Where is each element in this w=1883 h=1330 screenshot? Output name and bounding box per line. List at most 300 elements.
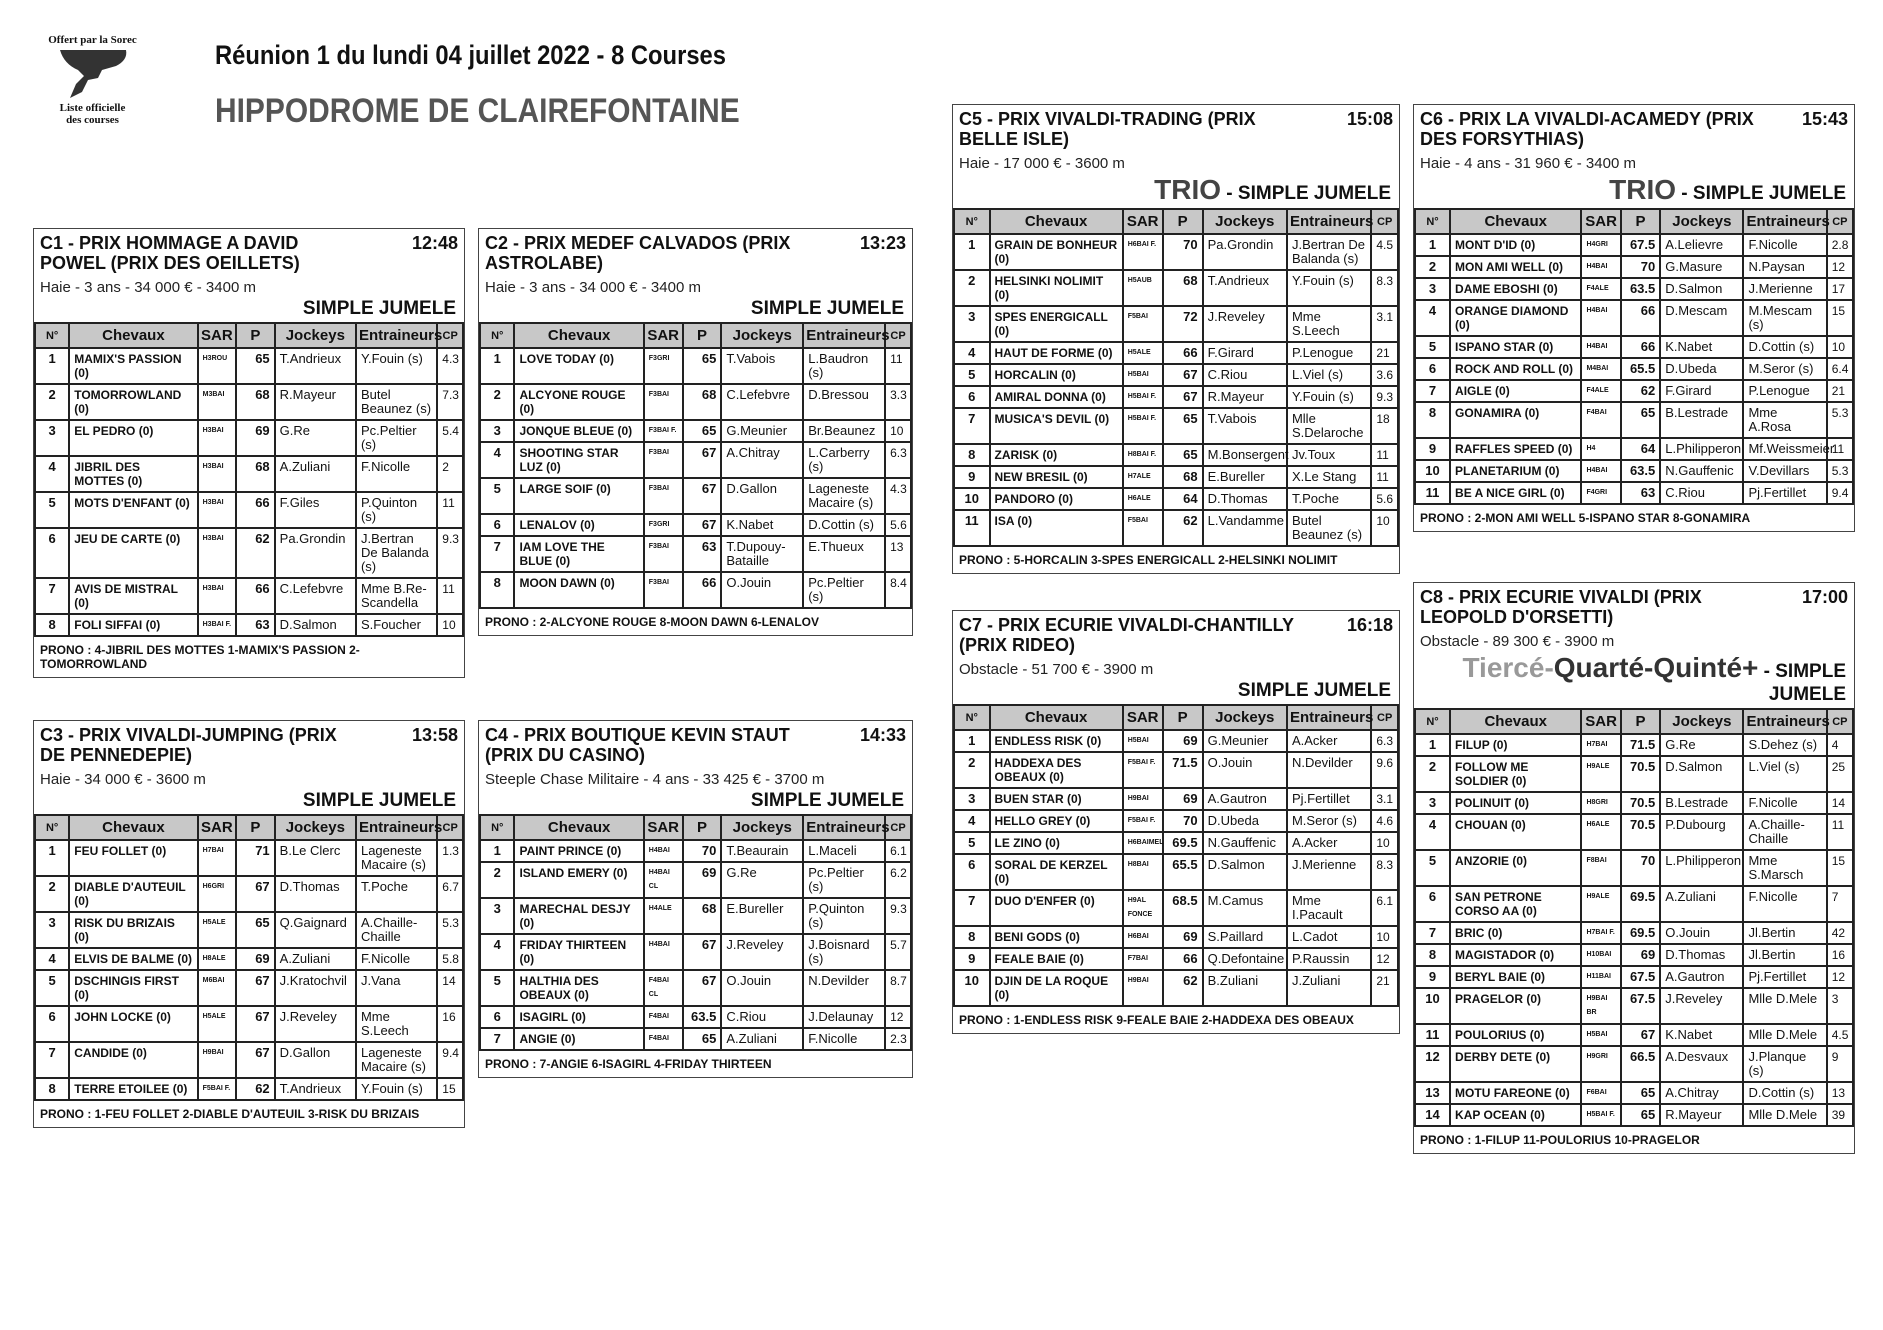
table-row bbox=[1415, 1104, 1853, 1126]
table-row bbox=[480, 934, 911, 970]
horse-name: MUSICA'S DEVIL (0) bbox=[990, 408, 1123, 444]
horse-name: LOVE TODAY (0) bbox=[514, 348, 643, 384]
col-sar-header: SAR bbox=[1123, 209, 1163, 234]
horse-name: ENDLESS RISK (0) bbox=[990, 730, 1123, 752]
sar-code: F5BAI bbox=[1123, 510, 1163, 546]
trainer: N.Paysan bbox=[1743, 256, 1826, 278]
table-row bbox=[1415, 460, 1853, 482]
horse-name: RAFFLES SPEED (0) bbox=[1450, 438, 1581, 460]
race-time: 16:18 bbox=[1346, 615, 1393, 635]
prono: PRONO : 2-MON AMI WELL 5-ISPANO STAR 8-GONAMIRA bbox=[1420, 511, 1751, 525]
runner-number: 8 bbox=[1415, 944, 1450, 966]
jockey: B.Le Clerc bbox=[275, 840, 356, 876]
col-horses-header: Chevaux bbox=[514, 323, 643, 348]
jockey: J.Reveley bbox=[721, 934, 803, 970]
horse-name: ALCYONE ROUGE (0) bbox=[514, 384, 643, 420]
horse-name: SPES ENERGICALL (0) bbox=[990, 306, 1123, 342]
table-row bbox=[35, 614, 463, 636]
col-weight-header: P bbox=[1621, 709, 1660, 734]
cp-odds: 11 bbox=[1827, 814, 1853, 850]
table-row bbox=[954, 832, 1398, 854]
table-row bbox=[480, 1028, 911, 1050]
runner-number: 2 bbox=[1415, 756, 1450, 792]
weight: 68 bbox=[1163, 466, 1203, 488]
table-header-row bbox=[954, 705, 1398, 730]
runner-number: 7 bbox=[954, 890, 990, 926]
runner-number: 5 bbox=[1415, 336, 1450, 358]
table-row bbox=[480, 420, 911, 442]
weight: 63.5 bbox=[683, 1006, 722, 1028]
sar-code: F5BAI F. bbox=[1123, 752, 1163, 788]
trainer: P.Raussin bbox=[1287, 948, 1371, 970]
jockey: G.Re bbox=[275, 420, 356, 456]
table-row bbox=[1415, 358, 1853, 380]
horse-name: DAME EBOSHI (0) bbox=[1450, 278, 1581, 300]
jockey: D.Mescam bbox=[1660, 300, 1743, 336]
sar-code: H5BAI bbox=[1123, 364, 1163, 386]
jockey: G.Masure bbox=[1660, 256, 1743, 278]
col-trainers-header: Entraineurs bbox=[1287, 705, 1371, 730]
weight: 70.5 bbox=[1621, 756, 1660, 792]
jockey: C.Lefebvre bbox=[275, 578, 356, 614]
table-row bbox=[1415, 756, 1853, 792]
cp-odds: 3.3 bbox=[885, 384, 911, 420]
jockey: R.Mayeur bbox=[275, 384, 356, 420]
weight: 63 bbox=[1621, 482, 1660, 504]
weight: 70 bbox=[1621, 256, 1660, 278]
table-row bbox=[954, 890, 1398, 926]
jockey: M.Bonsergent bbox=[1203, 444, 1287, 466]
weight: 67 bbox=[236, 876, 275, 912]
jockey: J.Reveley bbox=[1203, 306, 1287, 342]
weight: 66 bbox=[1163, 948, 1203, 970]
horse-name: ISLAND EMERY (0) bbox=[514, 862, 643, 898]
col-number-header: N° bbox=[1415, 209, 1450, 234]
sar-code: H4BAI bbox=[1581, 460, 1620, 482]
col-jockeys-header: Jockeys bbox=[721, 323, 803, 348]
col-weight-header: P bbox=[236, 323, 275, 348]
runner-number: 1 bbox=[1415, 734, 1450, 756]
horse-name: BE A NICE GIRL (0) bbox=[1450, 482, 1581, 504]
horse-name: HADDEXA DES OBEAUX (0) bbox=[990, 752, 1123, 788]
horse-name: MOON DAWN (0) bbox=[514, 572, 643, 608]
runner-number: 5 bbox=[480, 478, 514, 514]
race-time: 15:43 bbox=[1801, 109, 1848, 129]
col-trainers-header: Entraineurs bbox=[1287, 209, 1371, 234]
col-number-header: N° bbox=[954, 705, 990, 730]
trainer: S.Dehez (s) bbox=[1743, 734, 1826, 756]
horse-name: HORCALIN (0) bbox=[990, 364, 1123, 386]
cp-odds: 8.3 bbox=[1371, 270, 1398, 306]
cp-odds: 16 bbox=[437, 1006, 463, 1042]
horse-name: RISK DU BRIZAIS (0) bbox=[69, 912, 197, 948]
runner-number: 1 bbox=[480, 840, 514, 862]
cp-odds: 9 bbox=[1827, 1046, 1853, 1082]
bet-simple-jumele: SIMPLE JUMELE bbox=[750, 298, 904, 319]
table-row bbox=[1415, 482, 1853, 504]
trainer: Y.Fouin (s) bbox=[356, 348, 437, 384]
table-row bbox=[954, 948, 1398, 970]
runner-number: 7 bbox=[480, 536, 514, 572]
horse-name: FILUP (0) bbox=[1450, 734, 1581, 756]
jockey: G.Re bbox=[1660, 734, 1743, 756]
runner-number: 6 bbox=[35, 528, 69, 578]
race-conditions: Obstacle - 89 300 € - 3900 m bbox=[1420, 633, 1615, 650]
horse-name: IAM LOVE THE BLUE (0) bbox=[514, 536, 643, 572]
weight: 69 bbox=[1621, 944, 1660, 966]
jockey: A.Lelievre bbox=[1660, 234, 1743, 256]
bet-trio: TRIO bbox=[1609, 174, 1677, 205]
race-header bbox=[479, 721, 912, 765]
jockey: A.Zuliani bbox=[275, 948, 356, 970]
trainer: Mf.Weissmeier bbox=[1743, 438, 1826, 460]
cp-odds: 4.6 bbox=[1371, 810, 1398, 832]
runner-number: 9 bbox=[1415, 966, 1450, 988]
table-header-row bbox=[1415, 709, 1853, 734]
horse-name: KAP OCEAN (0) bbox=[1450, 1104, 1581, 1126]
col-sar-header: SAR bbox=[198, 815, 237, 840]
trainer: D.Cottin (s) bbox=[1743, 336, 1826, 358]
col-trainers-header: Entraineurs bbox=[803, 815, 885, 840]
weight: 67 bbox=[683, 478, 722, 514]
runner-number: 5 bbox=[954, 364, 990, 386]
jockey: C.Lefebvre bbox=[721, 384, 803, 420]
trainer: J.Zuliani bbox=[1287, 970, 1371, 1006]
horse-name: SHOOTING STAR LUZ (0) bbox=[514, 442, 643, 478]
race-header bbox=[34, 229, 464, 273]
race-title: C5 - PRIX VIVALDI-TRADING (PRIX BELLE ISLE) bbox=[959, 109, 1256, 149]
col-horses-header: Chevaux bbox=[990, 705, 1123, 730]
bet-types bbox=[953, 172, 1399, 208]
weight: 63 bbox=[683, 536, 722, 572]
sar-code: H6ALE bbox=[1123, 488, 1163, 510]
horse-name: NEW BRESIL (0) bbox=[990, 466, 1123, 488]
weight: 69 bbox=[236, 948, 275, 970]
runners-table bbox=[34, 814, 464, 1101]
weight: 69 bbox=[1163, 926, 1203, 948]
table-row bbox=[954, 270, 1398, 306]
horse-name: BUEN STAR (0) bbox=[990, 788, 1123, 810]
weight: 65.5 bbox=[1163, 854, 1203, 890]
cp-odds: 4.3 bbox=[437, 348, 463, 384]
table-row bbox=[1415, 988, 1853, 1024]
sar-code: H9AL FONCE bbox=[1123, 890, 1163, 926]
sar-code: H9BAI bbox=[198, 1042, 237, 1078]
table-row bbox=[1415, 438, 1853, 460]
trainer: Mme S.Marsch bbox=[1743, 850, 1826, 886]
trainer: D.Bressou bbox=[803, 384, 885, 420]
prono: PRONO : 2-ALCYONE ROUGE 8-MOON DAWN 6-LENALOV bbox=[485, 615, 820, 629]
col-horses-header: Chevaux bbox=[990, 209, 1123, 234]
trainer: N.Devilder bbox=[1287, 752, 1371, 788]
table-row bbox=[954, 810, 1398, 832]
horse-name: LE ZINO (0) bbox=[990, 832, 1123, 854]
jockey: B.Zuliani bbox=[1203, 970, 1287, 1006]
sar-code: H6ALE bbox=[1581, 814, 1620, 850]
jockey: P.Dubourg bbox=[1660, 814, 1743, 850]
sar-code: H8BAI bbox=[1123, 854, 1163, 890]
cp-odds: 21 bbox=[1371, 970, 1398, 1006]
jockey: D.Thomas bbox=[275, 876, 356, 912]
weight: 65 bbox=[1621, 1082, 1660, 1104]
race-conditions: Haie - 3 ans - 34 000 € - 3400 m bbox=[485, 279, 701, 296]
weight: 65 bbox=[683, 1028, 722, 1050]
sar-code: F3BAI bbox=[644, 442, 683, 478]
table-row bbox=[1415, 792, 1853, 814]
sar-code: H5ALE bbox=[1123, 342, 1163, 364]
trainer: Jl.Bertin bbox=[1743, 944, 1826, 966]
trainer: J.Planque (s) bbox=[1743, 1046, 1826, 1082]
horse-name: ROCK AND ROLL (0) bbox=[1450, 358, 1581, 380]
trainer: F.Nicolle bbox=[356, 456, 437, 492]
sar-code: H6GRI bbox=[198, 876, 237, 912]
jockey: D.Salmon bbox=[1660, 278, 1743, 300]
horse-name: HALTHIA DES OBEAUX (0) bbox=[514, 970, 643, 1006]
trainer: F.Nicolle bbox=[1743, 234, 1826, 256]
trainer: Mme B.Re-Scandella bbox=[356, 578, 437, 614]
cp-odds: 6.7 bbox=[437, 876, 463, 912]
table-row bbox=[1415, 1046, 1853, 1082]
weight: 67 bbox=[1621, 1024, 1660, 1046]
trainer: P.Lenogue bbox=[1743, 380, 1826, 402]
race-title: C4 - PRIX BOUTIQUE KEVIN STAUT (PRIX DU CASINO) bbox=[485, 725, 790, 765]
sar-code: F4ALE bbox=[1581, 278, 1620, 300]
weight: 67.5 bbox=[1621, 966, 1660, 988]
trainer: F.Nicolle bbox=[803, 1028, 885, 1050]
table-row bbox=[1415, 944, 1853, 966]
prono: PRONO : 1-FEU FOLLET 2-DIABLE D'AUTEUIL 3-RISK DU BRIZAIS bbox=[40, 1107, 420, 1121]
race-conditions: Haie - 34 000 € - 3600 m bbox=[40, 771, 206, 788]
trainer: J.Delaunay bbox=[803, 1006, 885, 1028]
weight: 70 bbox=[1163, 810, 1203, 832]
horse-name: MAMIX'S PASSION (0) bbox=[69, 348, 197, 384]
jockey: L.Philipperon bbox=[1660, 438, 1743, 460]
cp-odds: 11 bbox=[1827, 438, 1853, 460]
col-number-header: N° bbox=[1415, 709, 1450, 734]
table-row bbox=[1415, 278, 1853, 300]
jockey: A.Chitray bbox=[721, 442, 803, 478]
col-weight-header: P bbox=[683, 815, 722, 840]
weight: 64 bbox=[1163, 488, 1203, 510]
col-horses-header: Chevaux bbox=[69, 323, 197, 348]
bet-trio: TRIO bbox=[1154, 174, 1222, 205]
col-trainers-header: Entraineurs bbox=[803, 323, 885, 348]
race-header bbox=[953, 611, 1399, 655]
col-cp-header: CP bbox=[1371, 209, 1398, 234]
bet-simple-jumele: SIMPLE JUMELE bbox=[750, 790, 904, 811]
col-jockeys-header: Jockeys bbox=[1660, 209, 1743, 234]
col-jockeys-header: Jockeys bbox=[721, 815, 803, 840]
trainer: L.Baudron (s) bbox=[803, 348, 885, 384]
sar-code: M3BAI bbox=[198, 384, 237, 420]
runner-number: 7 bbox=[954, 408, 990, 444]
col-horses-header: Chevaux bbox=[1450, 709, 1581, 734]
jockey: R.Mayeur bbox=[1203, 386, 1287, 408]
runner-number: 1 bbox=[954, 234, 990, 270]
table-row bbox=[954, 926, 1398, 948]
race-title: C8 - PRIX ECURIE VIVALDI (PRIX LEOPOLD D'ORSETTI) bbox=[1420, 587, 1702, 627]
sar-code: H4BAI bbox=[1581, 336, 1620, 358]
sar-code: H8BAI F. bbox=[1123, 444, 1163, 466]
trainer: Y.Fouin (s) bbox=[356, 1078, 437, 1100]
prono: PRONO : 5-HORCALIN 3-SPES ENERGICALL 2-HELSINKI NOLIMIT bbox=[959, 553, 1338, 567]
cp-odds: 11 bbox=[437, 492, 463, 528]
sar-code: H3BAI bbox=[198, 492, 237, 528]
bet-types bbox=[953, 678, 1399, 704]
weight: 68 bbox=[683, 898, 722, 934]
trainer: Br.Beaunez bbox=[803, 420, 885, 442]
weight: 68.5 bbox=[1163, 890, 1203, 926]
table-row bbox=[1415, 850, 1853, 886]
trainer: S.Foucher bbox=[356, 614, 437, 636]
horse-name: ZARISK (0) bbox=[990, 444, 1123, 466]
horse-name: ISAGIRL (0) bbox=[514, 1006, 643, 1028]
horse-name: GONAMIRA (0) bbox=[1450, 402, 1581, 438]
col-cp-header: CP bbox=[437, 323, 463, 348]
trainer: Mme S.Leech bbox=[1287, 306, 1371, 342]
jockey: D.Ubeda bbox=[1203, 810, 1287, 832]
horse-name: ISPANO STAR (0) bbox=[1450, 336, 1581, 358]
trainer: M.Seror (s) bbox=[1287, 810, 1371, 832]
sar-code: F4BAI CL bbox=[644, 970, 683, 1006]
horse-name: AVIS DE MISTRAL (0) bbox=[69, 578, 197, 614]
trainer: F.Nicolle bbox=[1743, 792, 1826, 814]
runner-number: 11 bbox=[1415, 1024, 1450, 1046]
jockey: J.Reveley bbox=[1660, 988, 1743, 1024]
race-header bbox=[34, 721, 464, 765]
sar-code: F3BAI F. bbox=[644, 420, 683, 442]
trainer: M.Mescam (s) bbox=[1743, 300, 1826, 336]
sar-code: F4ALE bbox=[1581, 380, 1620, 402]
table-header-row bbox=[1415, 209, 1853, 234]
trainer: Mme A.Rosa bbox=[1743, 402, 1826, 438]
sar-code: F3BAI bbox=[644, 572, 683, 608]
weight: 70 bbox=[1163, 234, 1203, 270]
weight: 65 bbox=[1621, 402, 1660, 438]
race-conditions: Haie - 17 000 € - 3600 m bbox=[959, 155, 1125, 172]
table-row bbox=[1415, 336, 1853, 358]
trainer: Mme S.Leech bbox=[356, 1006, 437, 1042]
horse-name: POULORIUS (0) bbox=[1450, 1024, 1581, 1046]
jockey: D.Salmon bbox=[1203, 854, 1287, 890]
horse-name: MOTU FAREONE (0) bbox=[1450, 1082, 1581, 1104]
cp-odds: 12 bbox=[1827, 256, 1853, 278]
cp-odds: 5.3 bbox=[1827, 460, 1853, 482]
table-row bbox=[954, 342, 1398, 364]
table-row bbox=[954, 854, 1398, 890]
runner-number: 4 bbox=[1415, 814, 1450, 850]
cp-odds: 4.5 bbox=[1827, 1024, 1853, 1046]
sar-code: H4 bbox=[1581, 438, 1620, 460]
trainer: Pc.Peltier (s) bbox=[356, 420, 437, 456]
jockey: T.Vabois bbox=[1203, 408, 1287, 444]
trainer: Pc.Peltier (s) bbox=[803, 572, 885, 608]
weight: 67 bbox=[683, 934, 722, 970]
table-row bbox=[1415, 234, 1853, 256]
col-sar-header: SAR bbox=[644, 815, 683, 840]
jockey: A.Zuliani bbox=[721, 1028, 803, 1050]
cp-odds: 9.3 bbox=[885, 898, 911, 934]
cp-odds: 42 bbox=[1827, 922, 1853, 944]
sorec-logo bbox=[30, 34, 155, 134]
meeting-title: Réunion 1 du lundi 04 juillet 2022 - 8 Courses bbox=[215, 40, 726, 70]
sar-code: H4BAI bbox=[644, 840, 683, 862]
trainer: Pj.Fertillet bbox=[1743, 966, 1826, 988]
table-row bbox=[1415, 734, 1853, 756]
horse-name: LENALOV (0) bbox=[514, 514, 643, 536]
table-row bbox=[35, 970, 463, 1006]
runner-number: 1 bbox=[1415, 234, 1450, 256]
race-time: 13:23 bbox=[859, 233, 906, 253]
trainer: Jv.Toux bbox=[1287, 444, 1371, 466]
sar-code: H3BAI bbox=[198, 420, 237, 456]
cp-odds: 18 bbox=[1371, 408, 1398, 444]
trainer: L.Maceli bbox=[803, 840, 885, 862]
table-row bbox=[1415, 1082, 1853, 1104]
bet-types bbox=[1414, 172, 1854, 208]
trainer: A.Chaille-Chaille bbox=[1743, 814, 1826, 850]
weight: 66 bbox=[1621, 300, 1660, 336]
sar-code: F3GRI bbox=[644, 348, 683, 384]
horse-name: CANDIDE (0) bbox=[69, 1042, 197, 1078]
trainer: V.Devillars bbox=[1743, 460, 1826, 482]
cp-odds: 6.3 bbox=[885, 442, 911, 478]
race-conditions: Haie - 3 ans - 34 000 € - 3400 m bbox=[40, 279, 256, 296]
weight: 67 bbox=[683, 442, 722, 478]
col-horses-header: Chevaux bbox=[69, 815, 197, 840]
cp-odds: 9.4 bbox=[1827, 482, 1853, 504]
col-number-header: N° bbox=[480, 815, 514, 840]
cp-odds: 10 bbox=[1371, 510, 1398, 546]
weight: 66 bbox=[236, 492, 275, 528]
cp-odds: 9.4 bbox=[437, 1042, 463, 1078]
jockey: B.Lestrade bbox=[1660, 402, 1743, 438]
table-row bbox=[954, 364, 1398, 386]
jockey: A.Zuliani bbox=[275, 456, 356, 492]
prono: PRONO : 1-FILUP 11-POULORIUS 10-PRAGELOR bbox=[1420, 1133, 1700, 1147]
weight: 67 bbox=[1163, 364, 1203, 386]
runner-number: 10 bbox=[954, 488, 990, 510]
runner-number: 6 bbox=[480, 1006, 514, 1028]
jockey: S.Paillard bbox=[1203, 926, 1287, 948]
jockey: N.Gauffenic bbox=[1660, 460, 1743, 482]
weight: 67.5 bbox=[1621, 988, 1660, 1024]
jockey: A.Gautron bbox=[1203, 788, 1287, 810]
race-title: C1 - PRIX HOMMAGE A DAVID POWEL (PRIX DES OEILLETS) bbox=[40, 233, 300, 273]
cp-odds: 10 bbox=[1371, 832, 1398, 854]
col-sar-header: SAR bbox=[1123, 705, 1163, 730]
trainer: Mme I.Pacault bbox=[1287, 890, 1371, 926]
runner-number: 2 bbox=[954, 270, 990, 306]
weight: 72 bbox=[1163, 306, 1203, 342]
weight: 70 bbox=[1621, 850, 1660, 886]
trainer: L.Viel (s) bbox=[1287, 364, 1371, 386]
sar-code: H3ROU bbox=[198, 348, 237, 384]
sar-code: H7BAI bbox=[198, 840, 237, 876]
runner-number: 6 bbox=[480, 514, 514, 536]
sar-code: F7BAI bbox=[1123, 948, 1163, 970]
col-jockeys-header: Jockeys bbox=[1660, 709, 1743, 734]
col-jockeys-header: Jockeys bbox=[1203, 209, 1287, 234]
jockey: D.Salmon bbox=[275, 614, 356, 636]
runner-number: 2 bbox=[480, 862, 514, 898]
runner-number: 4 bbox=[35, 948, 69, 970]
cp-odds: 9.3 bbox=[437, 528, 463, 578]
weight: 65 bbox=[1163, 444, 1203, 466]
horse-name: ELVIS DE BALME (0) bbox=[69, 948, 197, 970]
runner-number: 11 bbox=[954, 510, 990, 546]
weight: 71 bbox=[236, 840, 275, 876]
